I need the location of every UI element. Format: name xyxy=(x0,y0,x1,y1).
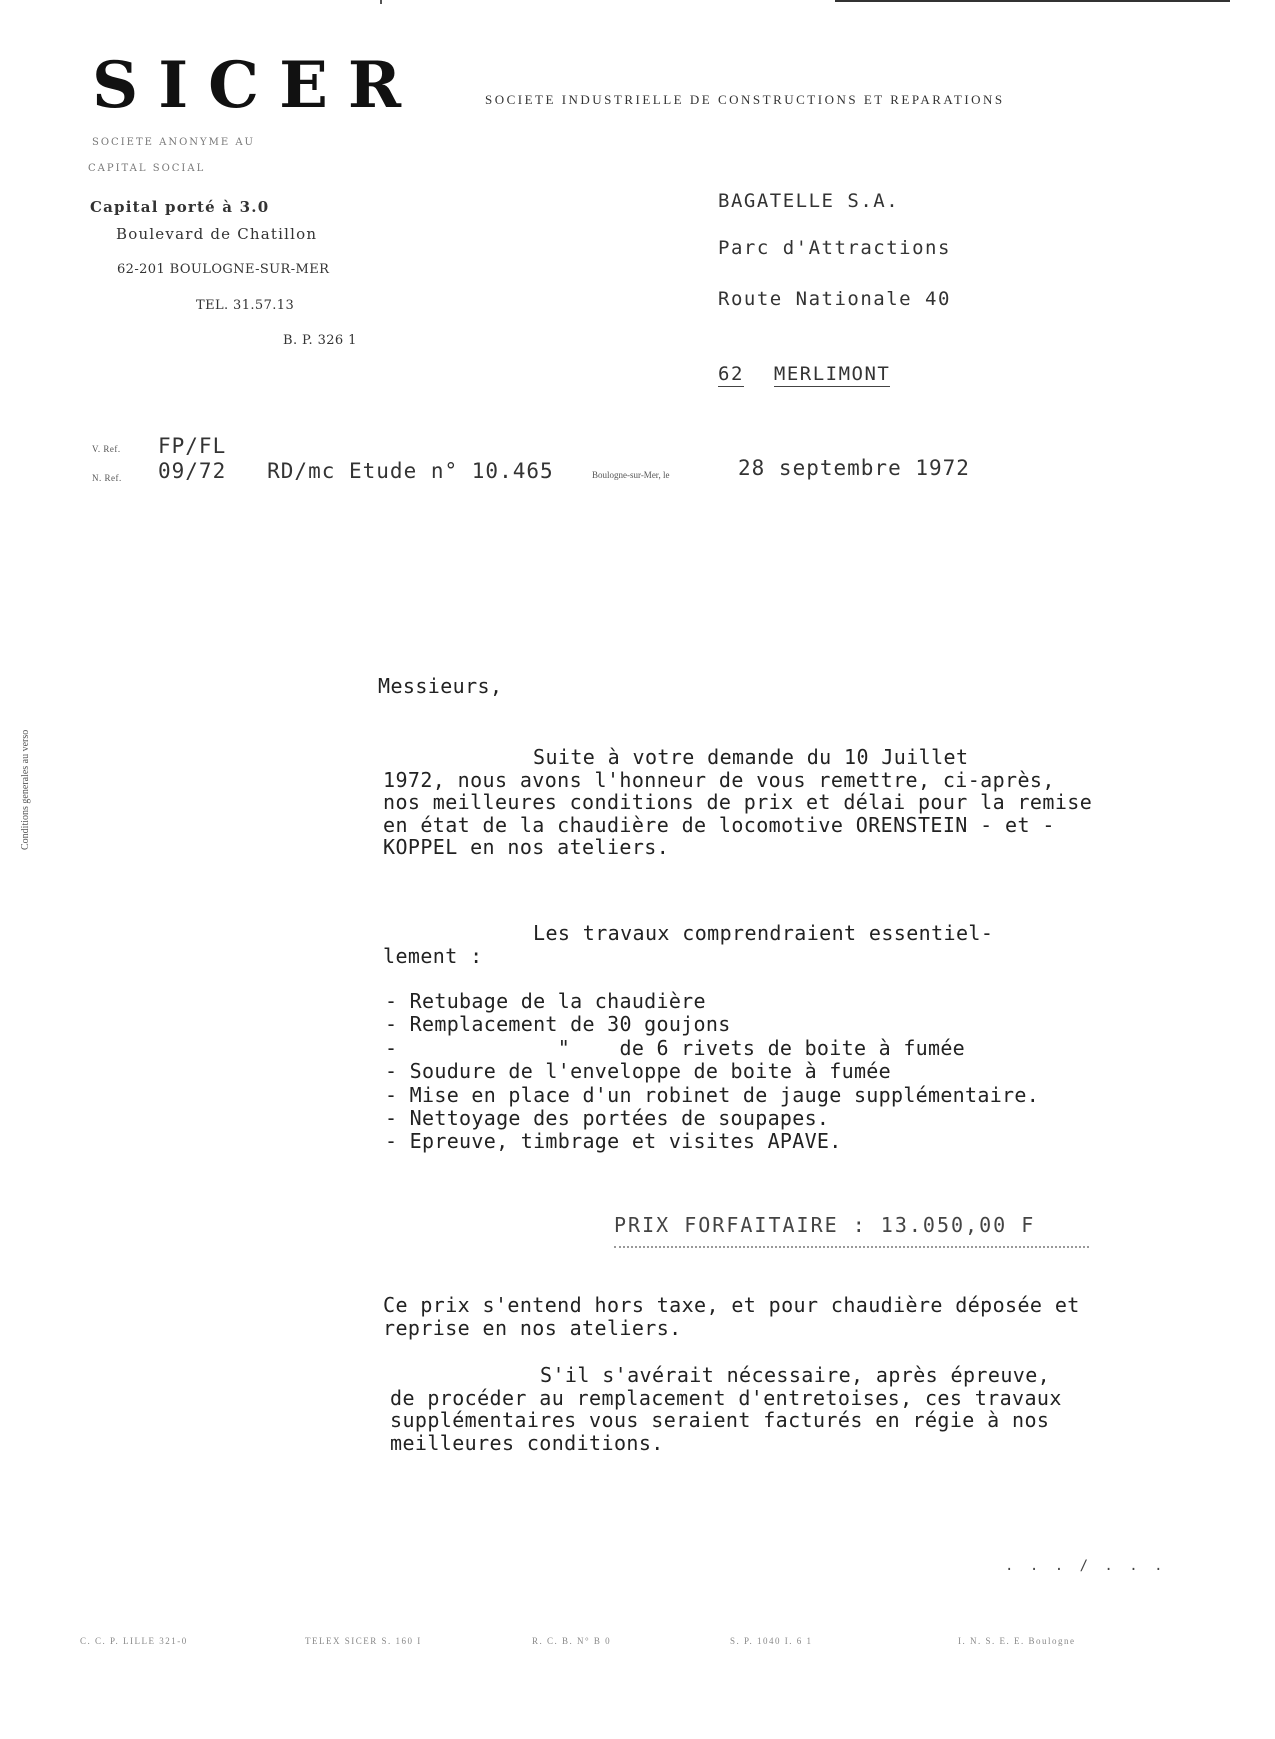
paragraph-price-terms: Ce prix s'entend hors taxe, et pour chaudière déposée et reprise en nos ateliers. xyxy=(383,1293,1080,1340)
recipient-city: MERLIMONT xyxy=(773,363,891,385)
works-item: - Nettoyage des portées de soupapes. xyxy=(385,1106,830,1131)
paragraph-request-first-line: Suite à votre demande du 10 Juillet xyxy=(533,745,969,769)
margin-note: Conditions generales au verso xyxy=(20,729,31,850)
paragraph-request xyxy=(383,746,1103,859)
works-list xyxy=(385,990,1039,1154)
recipient-name: BAGATELLE S.A. xyxy=(718,190,900,212)
recipient-line-1: Parc d'Attractions xyxy=(718,237,951,259)
price-underline xyxy=(614,1246,1089,1248)
paragraph-extra-works xyxy=(390,1364,1150,1454)
footer-registry: R. C. B. N° B 0 xyxy=(532,1636,612,1646)
works-item: - Retubage de la chaudière xyxy=(385,989,706,1013)
your-ref: FP/FL xyxy=(158,434,227,458)
works-item: - " de 6 rivets de boite à fumée xyxy=(385,1035,966,1060)
sender-city: 62-201 BOULOGNE-SUR-MER xyxy=(117,262,330,277)
top-edge-tick xyxy=(380,0,382,4)
continuation-mark: . . . / . . . xyxy=(1005,1558,1167,1574)
paragraph-request-rest: 1972, nous avons l'honneur de vous remettre, ci-après, nos meilleures conditions de prix et délai pour la remise en état de la chaudière de locomotive ORENSTEIN - et - KOPPEL en nos ateliers. xyxy=(383,767,1093,859)
greeting: Messieurs, xyxy=(378,674,503,698)
our-ref: 09/72 RD/mc Etude n° 10.465 xyxy=(158,459,554,483)
legal-line-1: SOCIETE ANONYME AU xyxy=(92,137,255,148)
sender-capital-line: Capital porté à 3.0 xyxy=(90,198,270,216)
sender-telephone: TEL. 31.57.13 xyxy=(196,298,295,313)
top-edge-line xyxy=(835,0,1230,2)
paragraph-extra-works-first-line: S'il s'avérait nécessaire, après épreuve, xyxy=(540,1363,1051,1387)
works-item: - Mise en place d'un robinet de jauge supplémentaire. xyxy=(385,1082,1040,1107)
footer-account: S. P. 1040 I. 6 1 xyxy=(730,1636,813,1646)
paragraph-extra-works-rest: de procéder au remplacement d'entretoises, ces travaux supplémentaires vous seraient facturés en régie à nos meilleures conditions. xyxy=(390,1385,1062,1455)
date-label: Boulogne-sur-Mer, le xyxy=(592,470,670,480)
company-full-name: SOCIETE INDUSTRIELLE DE CONSTRUCTIONS ET REPARATIONS xyxy=(485,92,1005,107)
legal-line-2: CAPITAL SOCIAL xyxy=(88,163,206,174)
flat-rate-price: PRIX FORFAITAIRE : 13.050,00 F xyxy=(614,1213,1036,1237)
sender-po-box: B. P. 326 1 xyxy=(283,333,357,348)
paragraph-works-intro-rest: lement : xyxy=(383,943,483,968)
recipient-city-line xyxy=(718,363,890,385)
company-logo: SICER xyxy=(92,48,422,123)
your-ref-label: V. Ref. xyxy=(92,444,121,454)
recipient-dept: 62 xyxy=(718,363,744,385)
letter-date: 28 septembre 1972 xyxy=(738,456,970,480)
works-item: - Soudure de l'enveloppe de boite à fumée xyxy=(385,1059,891,1084)
footer-postal-account: C. C. P. LILLE 321-0 xyxy=(80,1636,188,1646)
sender-street: Boulevard de Chatillon xyxy=(116,225,318,243)
works-item: - Remplacement de 30 goujons xyxy=(385,1012,731,1037)
footer-telex: TELEX SICER S. 160 I xyxy=(305,1636,422,1646)
paragraph-works-intro xyxy=(383,922,1103,967)
footer-insee: I. N. S. E. E. Boulogne xyxy=(958,1636,1076,1646)
recipient-line-2: Route Nationale 40 xyxy=(718,288,951,310)
paragraph-works-intro-first-line: Les travaux comprendraient essentiel- xyxy=(533,921,994,945)
our-ref-label: N. Ref. xyxy=(92,473,122,483)
works-item: - Epreuve, timbrage et visites APAVE. xyxy=(385,1129,842,1154)
